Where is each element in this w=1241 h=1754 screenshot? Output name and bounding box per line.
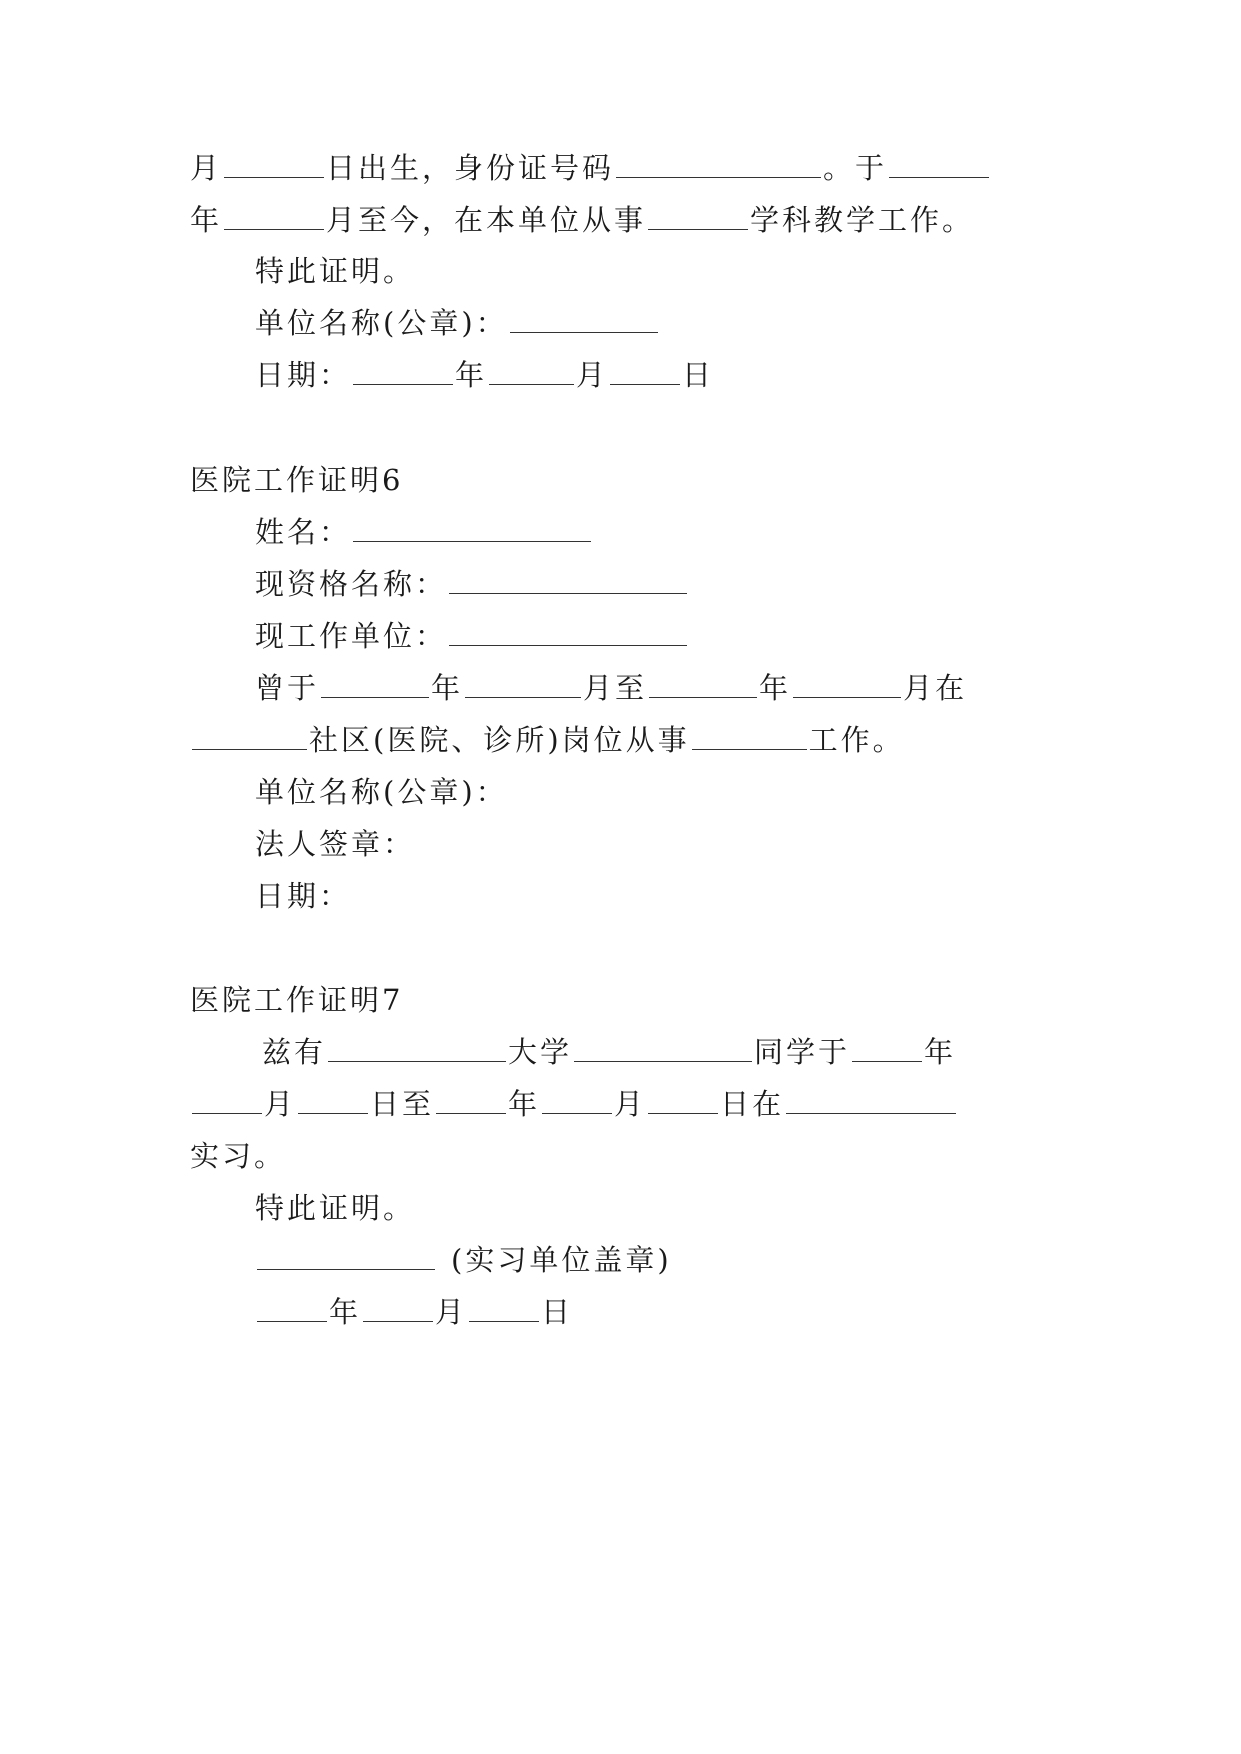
text-day-to: 日至: [370, 1087, 435, 1121]
text-year: 年: [190, 203, 223, 237]
s1-date-line: [255, 357, 714, 393]
s2-title: 医院工作证明6: [190, 463, 404, 497]
blank-field[interactable]: [510, 310, 658, 333]
s3-student-line: [262, 1034, 956, 1070]
s1-unit-line: [255, 305, 660, 341]
text-year: 年: [329, 1295, 362, 1329]
text-month-at: 月在: [903, 671, 968, 705]
s2-date: 日期：: [255, 879, 352, 913]
blank-field[interactable]: [192, 1091, 262, 1114]
text-year: 年: [508, 1087, 541, 1121]
s3-certify: 特此证明。: [255, 1191, 416, 1225]
blank-field[interactable]: [648, 207, 748, 230]
blank-field[interactable]: [449, 571, 687, 594]
s2-period-line: [255, 670, 967, 706]
s2-workplace-line: [255, 618, 689, 654]
blank-field[interactable]: [449, 623, 687, 646]
s2-name-line: [255, 514, 593, 550]
text-month: 月: [264, 1087, 297, 1121]
text-community: 社区(医院、诊所)岗位从事: [309, 723, 690, 757]
blank-field[interactable]: [353, 362, 453, 385]
text-birth-id: 日出生，身份证号码: [326, 151, 615, 185]
text-university: 大学: [508, 1035, 573, 1069]
blank-field[interactable]: [649, 675, 757, 698]
blank-field[interactable]: [616, 155, 821, 178]
s1-certify: 特此证明。: [255, 254, 416, 288]
s2-position-line: [190, 722, 905, 758]
s2-unit: 单位名称(公章)：: [255, 775, 508, 809]
blank-field[interactable]: [224, 155, 324, 178]
blank-field[interactable]: [257, 1247, 435, 1270]
s3-stamp-line: [255, 1242, 672, 1278]
qualification-label: 现资格名称：: [255, 567, 448, 601]
blank-field[interactable]: [353, 519, 591, 542]
s1-work-line: [190, 202, 974, 238]
text-year: 年: [924, 1035, 957, 1069]
blank-field[interactable]: [648, 1091, 718, 1114]
blank-field[interactable]: [542, 1091, 612, 1114]
blank-field[interactable]: [889, 155, 989, 178]
s1-birth-line: [190, 150, 991, 186]
stamp-label: (实习单位盖章): [451, 1243, 672, 1277]
text-since: 月至今，在本单位从事: [326, 203, 647, 237]
blank-field[interactable]: [224, 207, 324, 230]
blank-field[interactable]: [610, 362, 680, 385]
blank-field[interactable]: [852, 1039, 922, 1062]
workplace-label: 现工作单位：: [255, 619, 448, 653]
name-label: 姓名：: [255, 515, 352, 549]
text-year: 年: [455, 358, 488, 392]
blank-field[interactable]: [489, 362, 574, 385]
text-prefix: 曾于: [255, 671, 320, 705]
s3-date-line: [255, 1294, 573, 1330]
blank-field[interactable]: [328, 1039, 506, 1062]
s3-title: 医院工作证明7: [190, 983, 404, 1017]
blank-field[interactable]: [257, 1299, 327, 1322]
text-month: 月: [435, 1295, 468, 1329]
s2-qualification-line: [255, 566, 689, 602]
blank-field[interactable]: [786, 1091, 956, 1114]
s3-period-line: [190, 1086, 958, 1122]
text-day: 日: [682, 358, 715, 392]
blank-field[interactable]: [298, 1091, 368, 1114]
text-subject: 学科教学工作。: [750, 203, 975, 237]
s3-internship: 实习。: [190, 1139, 287, 1173]
blank-field[interactable]: [574, 1039, 752, 1062]
date-label: 日期：: [255, 358, 352, 392]
text-yu: 。于: [823, 151, 888, 185]
text-student: 同学于: [754, 1035, 851, 1069]
text-month: 月: [614, 1087, 647, 1121]
blank-field[interactable]: [469, 1299, 539, 1322]
blank-field[interactable]: [465, 675, 581, 698]
text-day: 日: [541, 1295, 574, 1329]
blank-field[interactable]: [363, 1299, 433, 1322]
text-month: 月: [190, 151, 223, 185]
unit-label: 单位名称(公章)：: [255, 306, 508, 340]
text-work: 工作。: [808, 723, 905, 757]
text-prefix: 兹有: [262, 1035, 327, 1069]
text-year: 年: [759, 671, 792, 705]
blank-field[interactable]: [436, 1091, 506, 1114]
s2-legal: 法人签章：: [255, 827, 416, 861]
text-day-at: 日在: [720, 1087, 785, 1121]
blank-field[interactable]: [321, 675, 429, 698]
text-year: 年: [431, 671, 464, 705]
blank-field[interactable]: [192, 727, 307, 750]
blank-field[interactable]: [692, 727, 807, 750]
text-month-to: 月至: [583, 671, 648, 705]
blank-field[interactable]: [793, 675, 901, 698]
text-month: 月: [576, 358, 609, 392]
